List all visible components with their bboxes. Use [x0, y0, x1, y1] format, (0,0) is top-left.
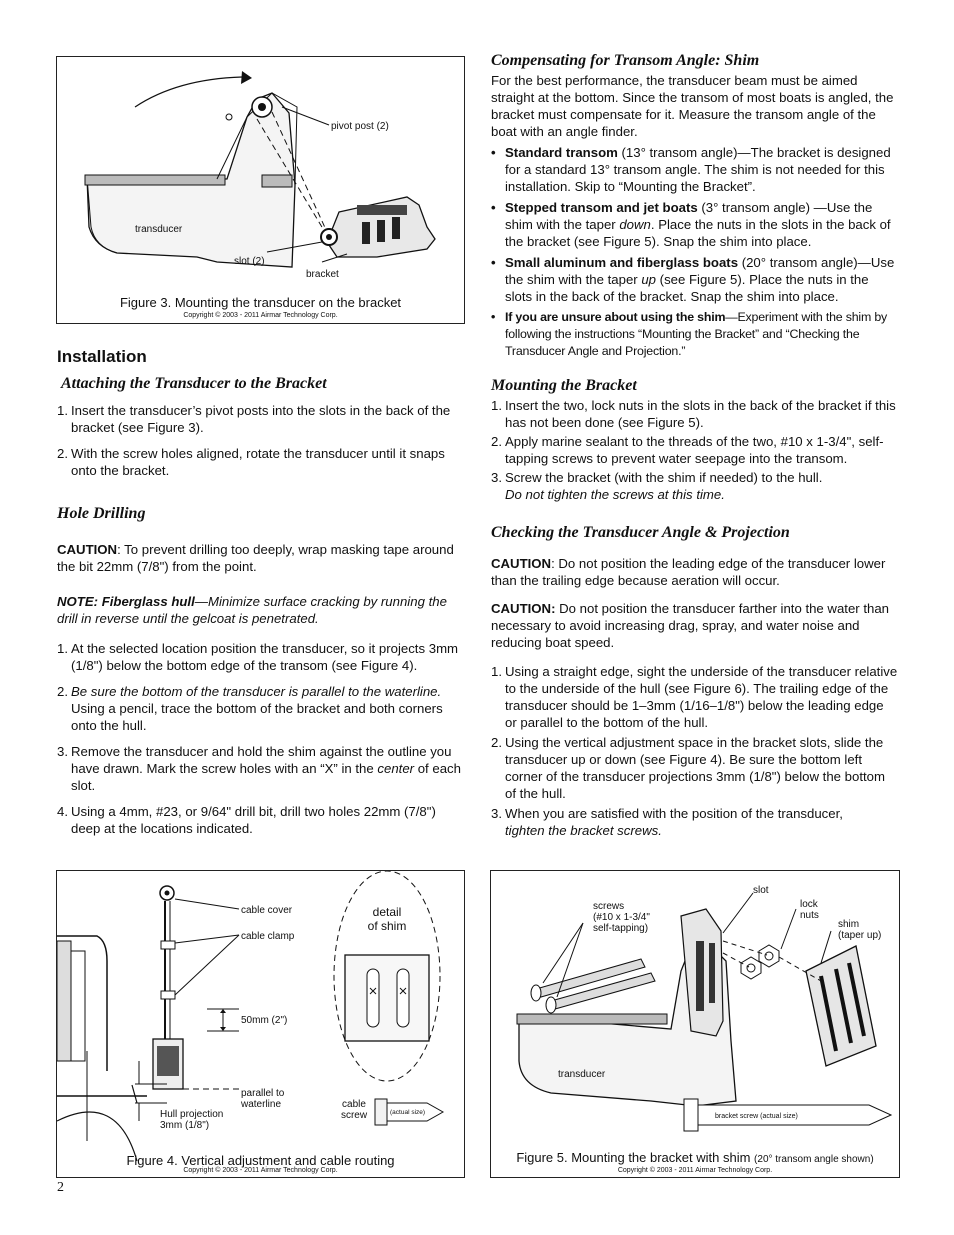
- installation-heading: Installation: [57, 347, 147, 366]
- label-transducer: transducer: [135, 224, 183, 235]
- note-paragraph: NOTE: Fiberglass hull—Minimize surface cracking by running the drill in reverse until the gelcoat is penetrated.: [57, 594, 447, 626]
- list-item: • If you are unsure about using the shim—Experiment with the shim by following the instructions “Mounting the Bracket” and “Checking the Transducer Angle and Projection.”: [491, 310, 888, 358]
- figure-5-caption: Figure 5. Mounting the bracket with shim (20° transom angle shown): [516, 1150, 874, 1165]
- label-parallel: parallel to waterline: [241, 1088, 285, 1110]
- label-pivot-post: pivot post (2): [331, 121, 389, 132]
- checking-caution-1: CAUTION: Do not position the leading edge of the transducer lower than the trailing edge because aeration will occur.: [491, 556, 886, 588]
- list-item: 2. With the screw holes aligned, rotate the transducer until it snaps onto the bracket.: [57, 446, 445, 478]
- label-shim: shim (taper up): [838, 919, 882, 941]
- shim-heading: Compensating for Transom Angle: Shim: [491, 52, 760, 69]
- label-detail-of-shim: detail of shim: [367, 905, 407, 933]
- label-hull-projection: Hull projection 3mm (1/8"): [160, 1109, 224, 1131]
- mounting-list: [491, 397, 898, 505]
- label-cable-screw: cable screw: [340, 1099, 368, 1121]
- figure-5: [490, 870, 900, 1178]
- shim-intro: For the best performance, the transducer beam must be aimed straight at the bottom. Since the transom of most boats is angled, the bracket must compensate for it. Measure the transom angle of the boat with an angle finder.: [491, 73, 894, 139]
- list-item: • Stepped transom and jet boats (3° transom angle) —Use the shim with the taper down. Place the nuts in the slots in the back of the bracket (see Figure 5). Snap the shim into place.: [491, 200, 891, 249]
- label-lock-nuts: lock nuts: [800, 899, 819, 921]
- figure-3-caption: Figure 3. Mounting the transducer on the bracket: [119, 295, 402, 310]
- hole-drilling-heading: Hole Drilling: [57, 505, 146, 522]
- figure-4: [56, 870, 465, 1178]
- list-item: • Small aluminum and fiberglass boats (20° transom angle)—Use the shim with the taper up (see Figure 5). Place the nuts in the slots in the back of the bracket. Snap the shim into place.: [491, 255, 895, 304]
- figure-3-copyright: Copyright © 2003 - 2011 Airmar Technology Corp.: [183, 312, 338, 319]
- attach-list: [57, 402, 465, 488]
- list-item: 2. Be sure the bottom of the transducer is parallel to the waterline. Using a pencil, trace the bottom of the bracket and both corners onto the hull.: [57, 684, 443, 733]
- list-item: 3. Remove the transducer and hold the shim against the outline you have drawn. Mark the screw holes with an “X” in the center of each slot.: [57, 744, 461, 793]
- label-bracket: bracket: [306, 269, 339, 280]
- caution-paragraph: CAUTION: To prevent drilling too deeply, wrap masking tape around the bit 22mm (7/8") from the point.: [57, 542, 454, 574]
- attach-heading: Attaching the Transducer to the Bracket: [61, 375, 327, 392]
- list-item: 1. Insert the two, lock nuts in the slots in the back of the bracket if this has not been done (see Figure 5).: [491, 398, 896, 430]
- label-transducer: transducer: [558, 1069, 606, 1080]
- figure-4-caption: Figure 4. Vertical adjustment and cable routing: [126, 1153, 395, 1168]
- checking-caution-2: CAUTION: Do not position the transducer farther into the water than necessary to avoid increasing drag, spray, and water noise and reducing boat speed.: [491, 601, 890, 650]
- list-item: 2. Apply marine sealant to the threads of the two, #10 x 1-3/4", self-tapping screws to prevent water seepage into the transom.: [491, 434, 884, 466]
- figure-3-illustration: [57, 57, 464, 323]
- checking-list: [491, 663, 898, 842]
- checking-heading: Checking the Transducer Angle & Projection: [491, 524, 790, 541]
- list-item: 3. When you are satisfied with the position of the transducer, tighten the bracket screws.: [491, 806, 843, 838]
- mounting-heading: Mounting the Bracket: [491, 377, 637, 394]
- page-number: 2: [57, 1180, 64, 1195]
- list-item: 1. Using a straight edge, sight the underside of the transducer relative to the underside of the hull (see Figure 6). The trailing edge of the transducer should be 1–3mm (1/16–1/8") below the leading edge or parallel to the bottom of the hull.: [491, 664, 898, 730]
- list-item: 2. Using the vertical adjustment space in the bracket slots, slide the transducer up or down (see Figure 4). Be sure the bottom left corner of the transducer projections 3mm (1/8") below the bottom of the hull.: [491, 735, 885, 801]
- list-item: 1. At the selected location position the transducer, so it projects 3mm (1/8") below the bottom edge of the transom (see Figure 4).: [57, 641, 459, 673]
- label-bracket-screw: bracket screw (actual size): [715, 1113, 798, 1120]
- label-actual-size: (actual size): [390, 1109, 426, 1116]
- figure-5-copyright: Copyright © 2003 - 2011 Airmar Technology Corp.: [617, 1167, 773, 1174]
- list-item: 4. Using a 4mm, #23, or 9/64" drill bit, drill two holes 22mm (7/8") deep at the locations indicated.: [57, 804, 436, 836]
- list-item: 1. Insert the transducer’s pivot posts into the slots in the back of the bracket (see Figure 3).: [57, 403, 451, 435]
- label-screws: screws (#10 x 1-3/4" self-tapping): [593, 901, 650, 934]
- hole-drilling-list: [57, 640, 465, 846]
- label-cable-clamp: cable clamp: [241, 931, 295, 942]
- list-item: 3. Screw the bracket (with the shim if needed) to the hull. Do not tighten the screws at this time.: [491, 470, 823, 502]
- label-cable-cover: cable cover: [241, 905, 293, 916]
- figure-4-copyright: Copyright © 2003 - 2011 Airmar Technology Corp.: [183, 1167, 338, 1174]
- list-item: • Standard transom (13° transom angle)—The bracket is designed for a standard 13° transom angle. The shim is not needed for this installation. Skip to “Mounting the Bracket”.: [491, 145, 891, 194]
- label-slot: slot: [753, 885, 769, 896]
- figure-5-illustration: [491, 871, 899, 1177]
- shim-bullets: [491, 144, 898, 364]
- label-slot: slot (2): [234, 256, 265, 267]
- label-dimension: 50mm (2"): [241, 1015, 288, 1026]
- figure-3: [56, 56, 465, 324]
